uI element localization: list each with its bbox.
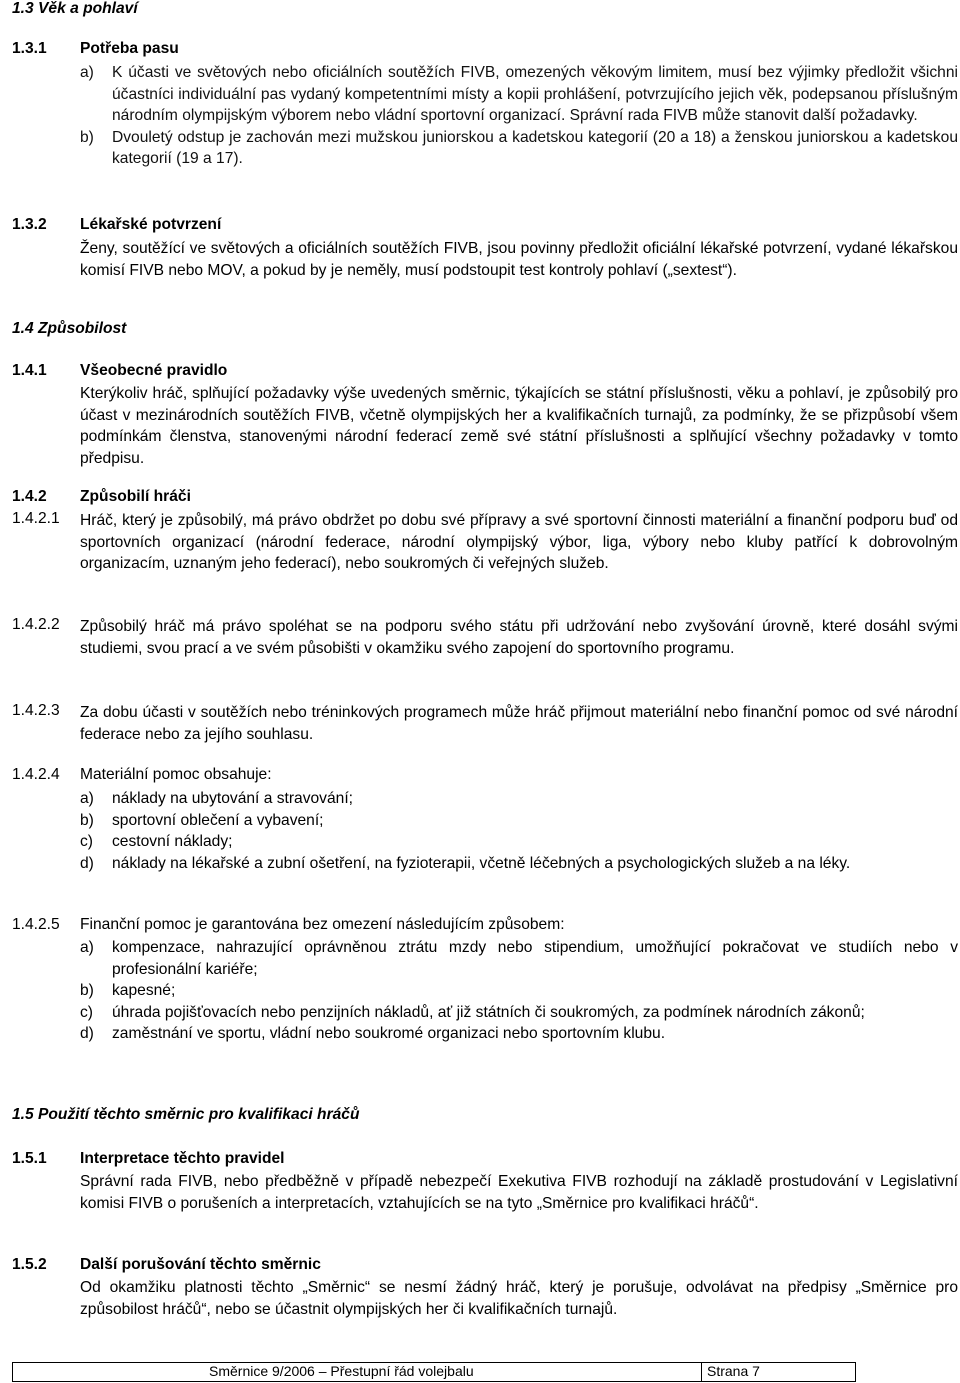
section-number-1-3-2: 1.3.2: [12, 216, 47, 233]
section-number-1-5-1: 1.5.1: [12, 1150, 47, 1167]
list-item: [80, 937, 958, 980]
footer-page-cell: [701, 1363, 855, 1381]
list-marker: d): [80, 854, 94, 872]
list-item-text: kapesné;: [112, 982, 176, 1000]
section-number-1-4-2-3: 1.4.2.3: [12, 702, 60, 719]
section-title-1-3-2: Lékařské potvrzení: [80, 216, 222, 233]
section-title-1-5-1: Interpretace těchto pravidel: [80, 1150, 285, 1167]
list-item: [80, 980, 958, 1002]
list-item: [80, 788, 958, 810]
list-item-text: kompenzace, nahrazující oprávněnou ztrátu mzdy nebo stipendium, umožňující pokračovat ve studiích nebo v profesionální kariéře;: [112, 939, 958, 978]
list-marker: b): [80, 811, 94, 829]
list-item: [80, 1002, 958, 1024]
footer-dash: –: [314, 1363, 331, 1379]
list-item-text: sportovní oblečení a vybavení;: [112, 811, 324, 829]
list-item: [80, 853, 958, 875]
section-title-1-5-2: Další porušování těchto směrnic: [80, 1256, 321, 1273]
list-marker: a): [80, 790, 94, 807]
list-marker: c): [80, 1003, 93, 1021]
list-marker: c): [80, 833, 93, 851]
paragraph-1-5-2: Od okamžiku platnosti těchto „Směrnic“ se nesmí žádný hráč, který je porušuje, odvolávat na předpisy „Směrnice pro způsobilost hráčů“, nebo se účastnit olympijských her či kvalifikačních turnajů.: [80, 1279, 958, 1318]
section-title-1-4-1: Všeobecné pravidlo: [80, 362, 228, 379]
list-item-text: úhrada pojišťovacích nebo penzijních nákladů, ať již státních či soukromých, za podmínek národních zákonů;: [112, 1003, 865, 1021]
section-title-1-3-1: Potřeba pasu: [80, 40, 179, 57]
section-number-1-4-1: 1.4.1: [12, 362, 47, 379]
intro-1-4-2-4: Materiální pomoc obsahuje:: [80, 766, 272, 783]
list-item-text: Dvouletý odstup je zachován mezi mužskou juniorskou a kadetskou kategorií (20 a 18) a ženskou juniorskou a kadetskou kategorií (19 a 17).: [112, 128, 958, 168]
list-item: [80, 62, 958, 127]
section-number-1-4-2-5: 1.4.2.5: [12, 916, 60, 933]
footer-doc-title: Přestupní řád volejbalu: [330, 1363, 474, 1379]
list-item-text: cestovní náklady;: [112, 833, 233, 851]
section-heading-1-3: 1.3 Věk a pohlaví: [12, 0, 138, 17]
intro-1-4-2-5: Finanční pomoc je garantována bez omezení následujícím způsobem:: [80, 916, 565, 933]
list-item: [80, 831, 958, 853]
footer-document-text: [209, 1363, 474, 1379]
section-number-1-3-1: 1.3.1: [12, 40, 47, 57]
page-footer: [12, 1362, 856, 1382]
list-1-3-1: [80, 62, 958, 170]
list-marker: b): [80, 982, 94, 1000]
list-item-text: K účasti ve světových nebo oficiálních soutěžích FIVB, omezených věkovým limitem, musí bez výjimky předložit všichni účastníci individuální pas vydaný kompetentními místy a kopii prohlášení, potvrzujícího jejich věk, podepsanou příslušným národním olympijským výborem nebo vládní sportovní organizací. Správní rada FIVB může stanovit další požadavky.: [112, 64, 958, 125]
section-number-1-5-2: 1.5.2: [12, 1256, 47, 1273]
list-1-4-2-5: [80, 937, 958, 1045]
paragraph-1-4-2-1: Hráč, který je způsobilý, má právo obdržet po dobu své přípravy a své sportovní činnosti materiální a finanční podporu buď od sportovních organizací (národní federace, národní olympijský výbor, liga, výbory nebo kluby patřící k dobrovolným organizacím, uznaným jeho federací), nebo soukromých či veřejných služeb.: [80, 512, 958, 573]
section-number-1-4-2-4: 1.4.2.4: [12, 766, 60, 783]
list-marker: d): [80, 1025, 94, 1043]
list-item-text: náklady na ubytování a stravování;: [112, 790, 353, 807]
section-title-1-4-2: Způsobilí hráči: [80, 488, 191, 505]
footer-document-cell: [13, 1363, 702, 1381]
section-heading-1-4: 1.4 Způsobilost: [12, 320, 127, 337]
paragraph-1-5-1: Správní rada FIVB, nebo předběžně v případě nebezpečí Exekutiva FIVB rozhodují na základě prostudování v Legislativní komisi FIVB o porušeních a interpretacích, vztahujících se na tyto „Směrnice pro kvalifikaci hráčů“.: [80, 1173, 958, 1212]
list-marker: a): [80, 939, 94, 956]
section-number-1-4-2-1: 1.4.2.1: [12, 510, 60, 527]
list-1-4-2-4: [80, 788, 958, 874]
paragraph-1-3-2: Ženy, soutěžící ve světových a oficiálních soutěžích FIVB, jsou povinny předložit oficiální lékařské potvrzení, vydané lékařskou komisí FIVB nebo MOV, a pokud by je neměly, musí podstoupit test kontroly pohlaví („sextest“).: [80, 240, 958, 279]
paragraph-1-4-2-3: Za dobu účasti v soutěžích nebo tréninkových programech může hráč přijmout materiální nebo finanční pomoc od své národní federace nebo za jejího souhlasu.: [80, 704, 958, 743]
list-item-text: náklady na lékařské a zubní ošetření, na fyzioterapii, včetně léčebných a psychologických služeb a na léky.: [112, 854, 851, 872]
list-item: [80, 127, 958, 170]
list-marker: b): [80, 128, 94, 146]
section-number-1-4-2-2: 1.4.2.2: [12, 616, 60, 633]
list-item: [80, 1023, 958, 1045]
footer-page-number: Strana 7: [707, 1363, 760, 1379]
footer-doc-number: Směrnice 9/2006: [209, 1363, 315, 1379]
section-number-1-4-2: 1.4.2: [12, 488, 47, 505]
list-item: [80, 810, 958, 832]
list-marker: a): [80, 64, 94, 81]
section-heading-1-5: 1.5 Použití těchto směrnic pro kvalifikaci hráčů: [12, 1106, 360, 1123]
paragraph-1-4-2-2: Způsobilý hráč má právo spoléhat se na podporu svého státu při udržování nebo zvyšování úrovně, které dosáhl svými studiemi, svou prací a ve svém působišti v okamžiku svého zapojení do sportovního programu.: [80, 618, 958, 657]
paragraph-1-4-1: Kterýkoliv hráč, splňující požadavky výše uvedených směrnic, týkajících se státní příslušnosti, věku a pohlaví, je způsobilý pro účast v mezinárodních soutěžích FIVB, včetně olympijských her a kvalifikačních turnajů, za podmínky, že se přizpůsobí všem podmínkám členstva, stanovenými národní federací země své státní příslušnosti a splňující všechny požadavky v tomto předpisu.: [80, 385, 958, 467]
list-item-text: zaměstnání ve sportu, vládní nebo soukromé organizaci nebo sportovním klubu.: [112, 1025, 666, 1043]
